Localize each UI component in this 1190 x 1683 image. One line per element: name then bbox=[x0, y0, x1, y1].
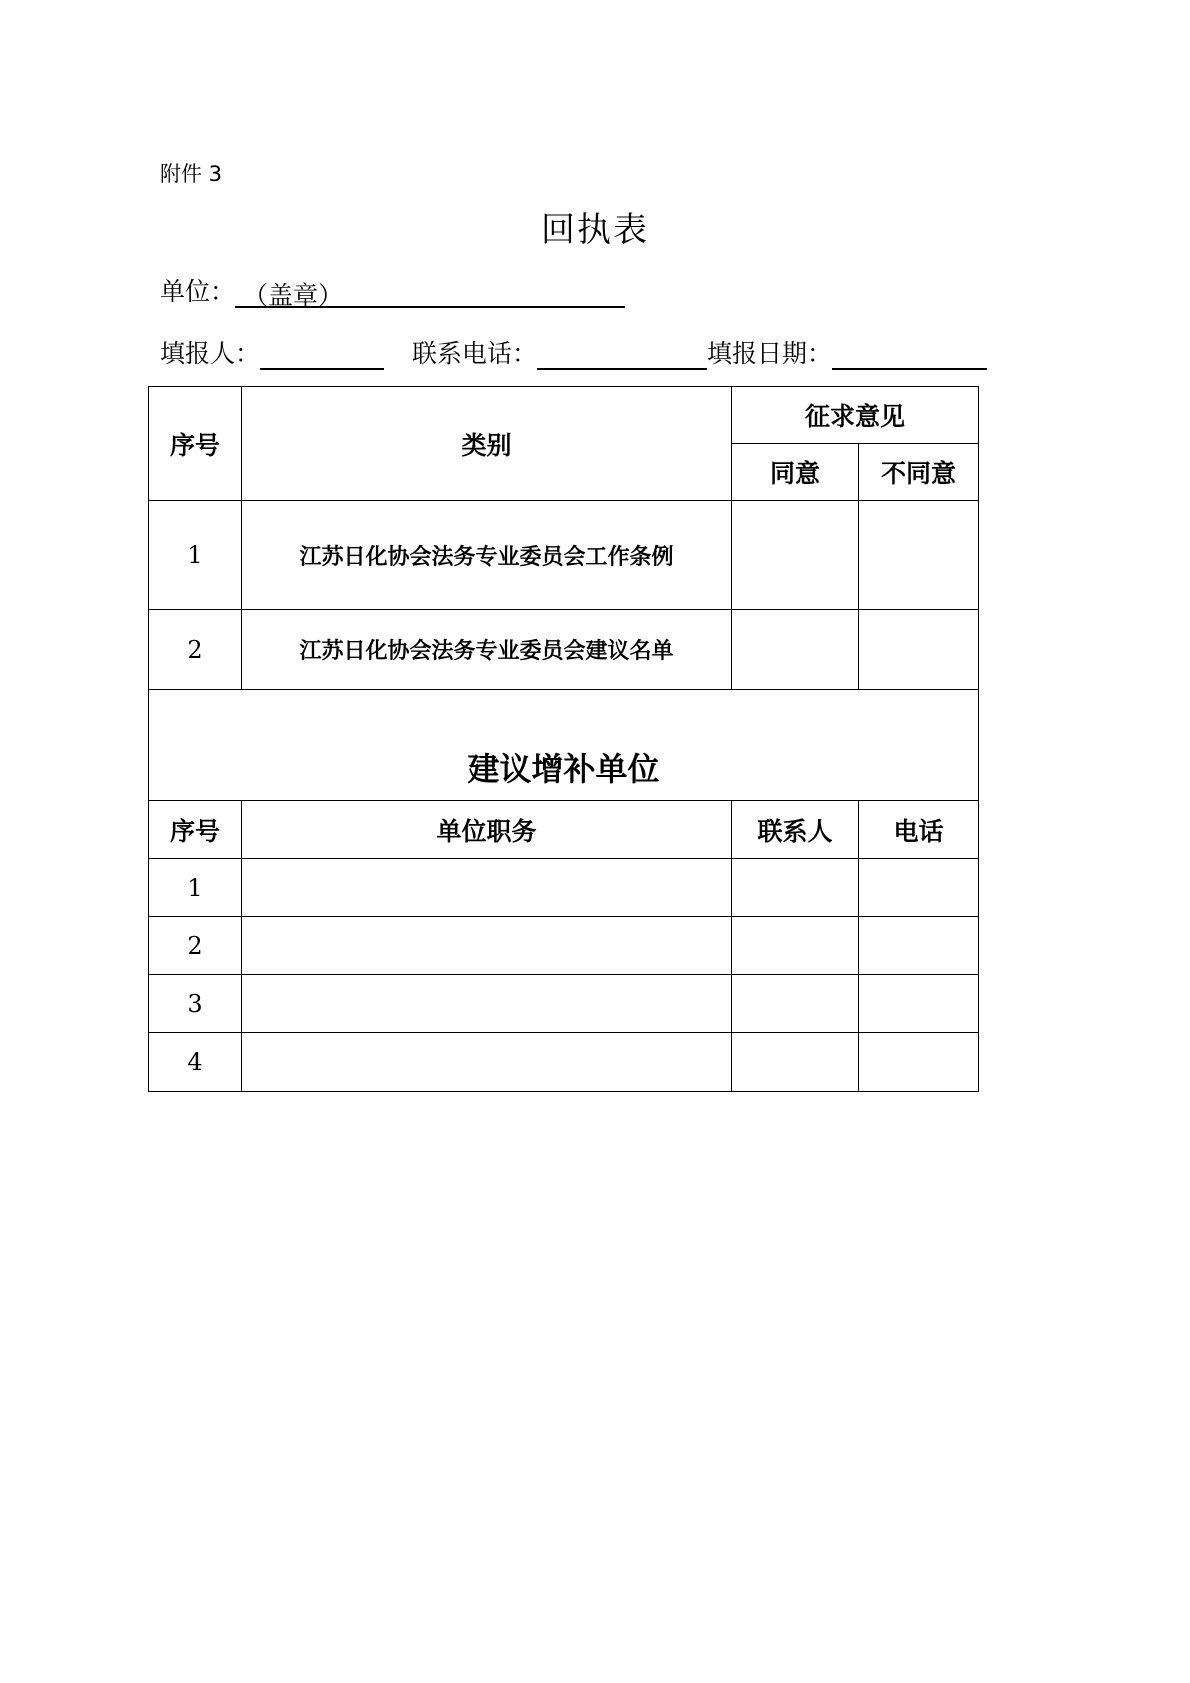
attachment-label: 附件 3 bbox=[160, 162, 223, 186]
contact-cell[interactable] bbox=[732, 975, 859, 1033]
header-unit-position: 单位职务 bbox=[242, 801, 732, 859]
header-agree: 同意 bbox=[732, 444, 859, 501]
phone-label: 联系电话： bbox=[412, 339, 538, 368]
agree-cell[interactable] bbox=[732, 501, 859, 610]
header-phone: 电话 bbox=[859, 801, 979, 859]
header-disagree: 不同意 bbox=[859, 444, 979, 501]
row-seq: 1 bbox=[149, 859, 242, 917]
row-seq: 1 bbox=[149, 501, 242, 610]
table-row bbox=[149, 501, 979, 610]
phone-cell[interactable] bbox=[859, 975, 979, 1033]
header-seq-2: 序号 bbox=[149, 801, 242, 859]
unit-position-cell[interactable] bbox=[242, 859, 732, 917]
unit-position-cell[interactable] bbox=[242, 1033, 732, 1092]
row-seq: 2 bbox=[149, 610, 242, 690]
unit-value: （盖章） bbox=[243, 281, 344, 310]
contact-cell[interactable] bbox=[732, 859, 859, 917]
row-seq: 4 bbox=[149, 1033, 242, 1092]
date-label: 填报日期： bbox=[707, 339, 833, 368]
filler-label: 填报人： bbox=[160, 339, 261, 368]
phone-cell[interactable] bbox=[859, 859, 979, 917]
table-row bbox=[149, 859, 979, 917]
table-row bbox=[149, 610, 979, 690]
header-category: 类别 bbox=[242, 387, 732, 501]
row-seq: 2 bbox=[149, 917, 242, 975]
unit-line bbox=[160, 272, 625, 308]
phone-cell[interactable] bbox=[859, 1033, 979, 1092]
row-category: 江苏日化协会法务专业委员会工作条例 bbox=[242, 501, 732, 610]
disagree-cell[interactable] bbox=[859, 501, 979, 610]
header-seq: 序号 bbox=[149, 387, 242, 501]
unit-position-cell[interactable] bbox=[242, 917, 732, 975]
phone-cell[interactable] bbox=[859, 917, 979, 975]
table-row bbox=[149, 975, 979, 1033]
row-seq: 3 bbox=[149, 975, 242, 1033]
page-title: 回执表 bbox=[541, 210, 649, 250]
receipt-table bbox=[148, 386, 979, 1092]
agree-cell[interactable] bbox=[732, 610, 859, 690]
unit-position-cell[interactable] bbox=[242, 975, 732, 1033]
unit-label: 单位： bbox=[160, 277, 236, 306]
section-title: 建议增补单位 bbox=[149, 690, 979, 801]
contact-cell[interactable] bbox=[732, 1033, 859, 1092]
phone-field[interactable] bbox=[537, 338, 707, 370]
table-row bbox=[149, 917, 979, 975]
table-row bbox=[149, 1033, 979, 1092]
header-opinion: 征求意见 bbox=[732, 387, 979, 444]
row-category: 江苏日化协会法务专业委员会建议名单 bbox=[242, 610, 732, 690]
disagree-cell[interactable] bbox=[859, 610, 979, 690]
header-contact: 联系人 bbox=[732, 801, 859, 859]
date-field[interactable] bbox=[832, 338, 987, 370]
unit-field[interactable] bbox=[235, 276, 625, 308]
filler-field[interactable] bbox=[260, 338, 384, 370]
contact-cell[interactable] bbox=[732, 917, 859, 975]
reporter-line bbox=[160, 334, 987, 370]
